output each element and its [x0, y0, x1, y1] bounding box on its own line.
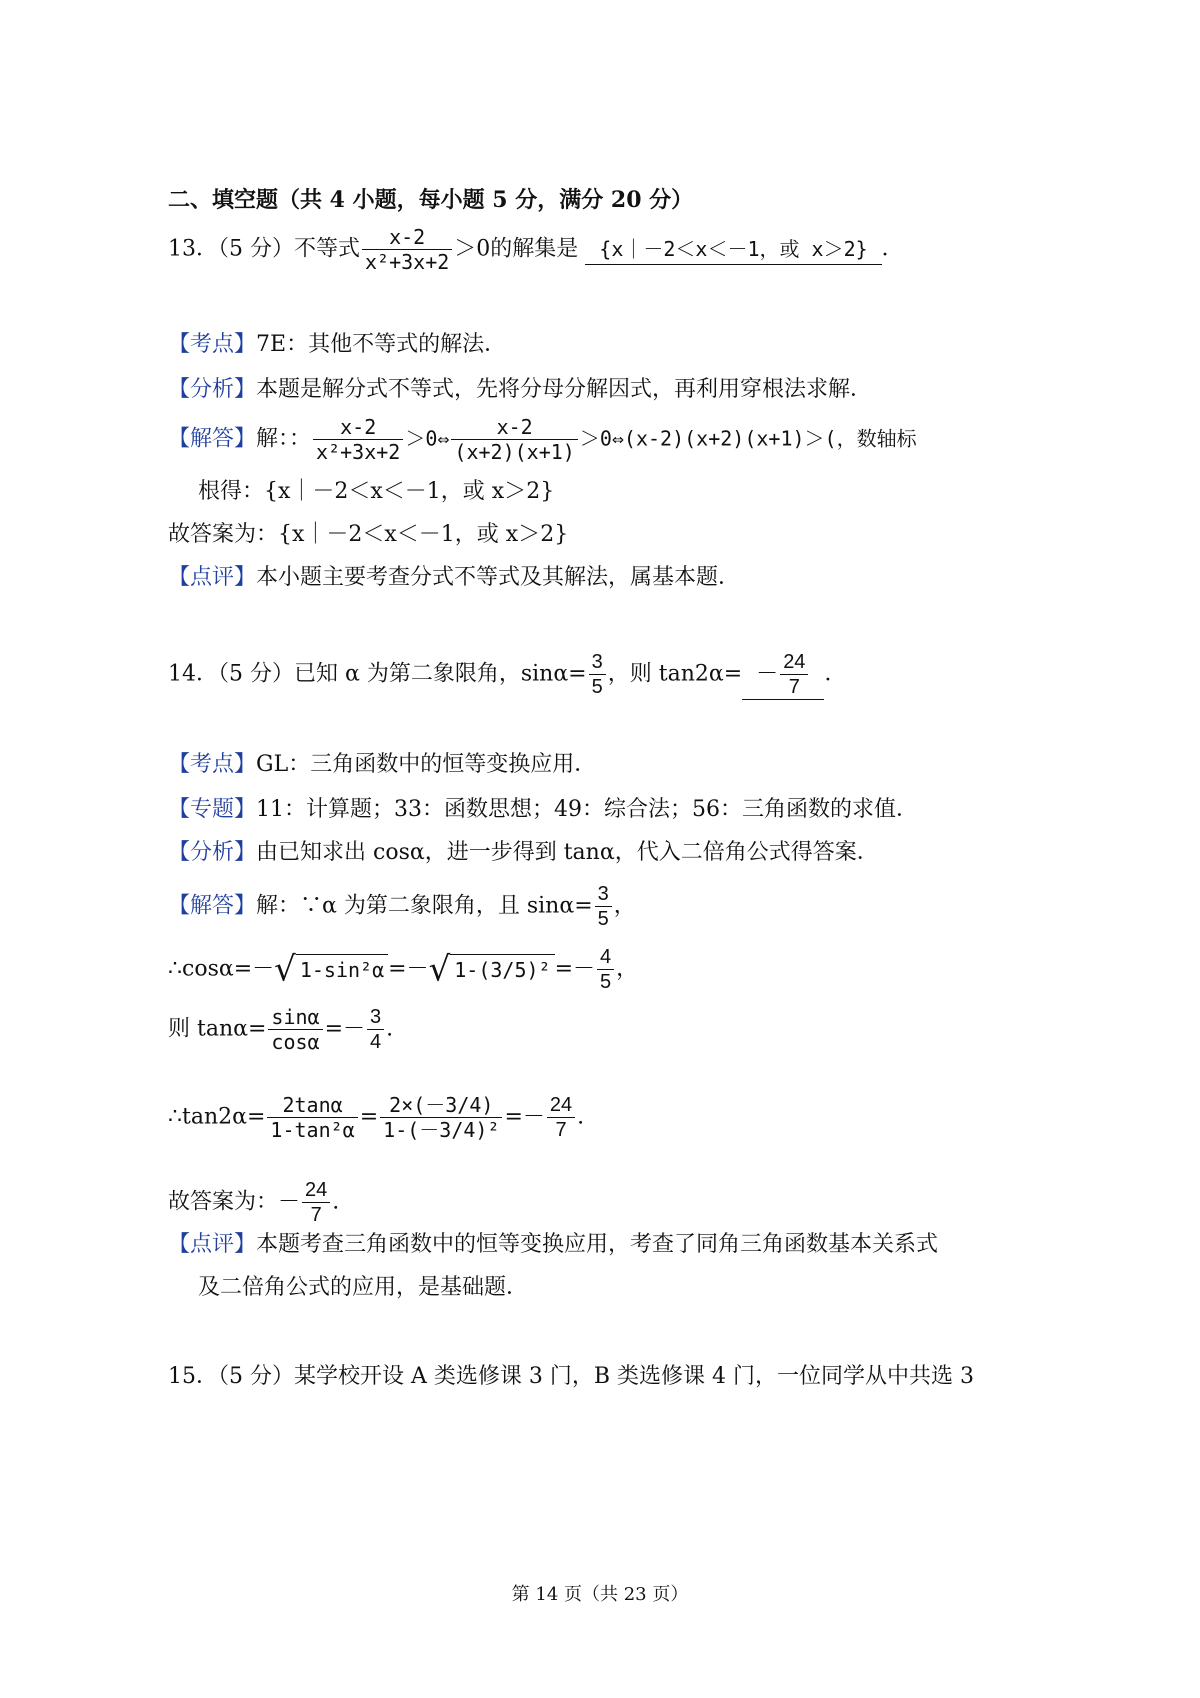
q14-tan-f-num: sinα: [271, 1005, 320, 1029]
q13-answer-line: 故答案为：{x｜－2＜x＜－1，或 x＞2}: [168, 522, 569, 547]
q14-cos-sqrt1: 1-sin²α: [296, 954, 388, 985]
q13-dianping-text: 本小题主要考查分式不等式及其解法，属基本题．: [256, 565, 741, 590]
q14-ans-sign: －: [756, 661, 779, 687]
q13-jieda-a: 解：：: [256, 426, 312, 452]
q14-fenxi: [168, 838, 879, 868]
q14-ans-num: 24: [783, 651, 806, 673]
q14-ans-frac: [780, 650, 808, 699]
q13-jieda-c: ＞0⇔(x-2)(x+2)(x+1)＞(，数轴标: [579, 426, 917, 451]
q14-tan-a: 则 tanα=: [168, 1016, 267, 1042]
q14-answer-end: .: [332, 1189, 340, 1215]
q14-tan2-eq1: =: [359, 1104, 379, 1130]
q14-answer-num: 24: [305, 1179, 328, 1201]
q13-stem-prefix: 13．（5 分）不等式: [168, 236, 360, 262]
page-footer: 第 14 页（共 23 页）: [511, 1584, 689, 1605]
question-15-stem: 15．（5 分）某学校开设 A 类选修课 3 门，B 类选修课 4 门，一位同学从中共选 3: [168, 1364, 974, 1389]
q14-tan2-f2-den: 1-(－3/4)²: [380, 1117, 502, 1142]
q14-tan-value-frac: [367, 1005, 384, 1054]
q14-dianping-tag: 【点评】: [168, 1232, 257, 1257]
q14-stem-b: ，则 tan2α=: [607, 661, 743, 687]
q14-dianping-line2: 及二倍角公式的应用，是基础题．: [198, 1275, 529, 1300]
q13-stem-end: ．: [881, 236, 904, 262]
q14-cos-den: 5: [597, 969, 614, 994]
q13-frac-den: x²+3x+2: [362, 249, 452, 274]
q14-tan2-den: 7: [547, 1117, 575, 1142]
q13-answer-blank: {x｜－2＜x＜－1，或 x＞2}: [585, 234, 881, 265]
question-13-stem: [168, 225, 904, 274]
q14-tan2-value-frac: [547, 1093, 575, 1142]
question-14-stem: [168, 650, 846, 700]
q13-jieda-frac2: [451, 415, 577, 464]
q14-jieda-frac: [595, 882, 612, 931]
q13-dianping-tag: 【点评】: [168, 565, 257, 590]
q14-cos-a: ∴cosα=－: [168, 956, 275, 982]
q14-tan-end: .: [386, 1016, 394, 1042]
q13-fraction: [362, 225, 452, 274]
q13-dianping: [168, 563, 740, 593]
q13-fenxi-text: 本题是解分式不等式，先将分母分解因式，再利用穿根法求解．: [256, 377, 873, 402]
q14-fenxi-text: 由已知求出 cosα，进一步得到 tanα，代入二倍角公式得答案．: [256, 840, 879, 865]
q14-cos-mid: =－: [388, 956, 429, 982]
q14-tan-eq: =－: [324, 1016, 366, 1042]
q14-cos-eq: =－: [554, 956, 595, 982]
q13-frac-num: x-2: [389, 225, 426, 249]
sqrt-icon: √: [274, 949, 296, 990]
q13-fenxi: [168, 375, 872, 405]
q14-fenxi-tag: 【分析】: [168, 840, 257, 865]
q13-jieda-line2: 根得：{x｜－2＜x＜－1，或 x＞2}: [198, 479, 555, 504]
q14-kaodian-text: GL：三角函数中的恒等变换应用．: [256, 752, 597, 777]
q14-kaodian: [168, 750, 596, 780]
q13-jieda-frac2-den: (x+2)(x+1): [451, 439, 577, 464]
q13-jieda: [168, 415, 917, 464]
q14-zhuanti-text: 11：计算题；33：函数思想；49：综合法；56：三角函数的求值．: [256, 797, 918, 822]
q13-kaodian-tag: 【考点】: [168, 332, 257, 357]
q14-tan2-num: 24: [549, 1094, 573, 1116]
q14-sin-num: 3: [591, 651, 603, 673]
q14-jieda-a: 解：∵α 为第二象限角，且 sinα=: [256, 893, 593, 919]
q14-tan-f-den: cosα: [268, 1029, 322, 1054]
q14-tan2-end: .: [577, 1104, 585, 1130]
q14-answer-a: 故答案为：－: [168, 1189, 301, 1215]
q14-kaodian-tag: 【考点】: [168, 752, 257, 777]
q13-jieda-frac1-den: x²+3x+2: [313, 439, 403, 464]
q13-jieda-frac2-num: x-2: [496, 415, 533, 439]
q14-cos-sqrt2: 1-(3/5)²: [450, 954, 554, 985]
q14-cos-end: ，: [616, 956, 639, 982]
q14-jieda-end: ，: [613, 893, 636, 919]
q13-kaodian: [168, 330, 506, 360]
q14-jieda-num: 3: [597, 883, 609, 905]
q14-dianping-text-1: 本题考查三角函数中的恒等变换应用，考查了同角三角函数基本关系式: [256, 1232, 939, 1257]
q14-tan-num: 3: [370, 1006, 382, 1028]
q13-stem-mid: ＞0的解集是: [454, 236, 579, 262]
q14-cos-frac: [597, 945, 614, 994]
q14-ans-den: 7: [780, 674, 808, 699]
q14-tan2-eq2: =－: [504, 1104, 545, 1130]
q14-jieda-tag: 【解答】: [168, 893, 257, 919]
q14-jieda: [168, 882, 636, 931]
q14-cos-line: [168, 945, 638, 994]
q14-answer-line: [168, 1178, 339, 1227]
q14-dianping: [168, 1230, 938, 1260]
q14-tan2-a: ∴tan2α=: [168, 1104, 266, 1130]
q14-tan2-f1-num: 2tanα: [282, 1093, 343, 1117]
q14-tan2-frac1: [267, 1093, 357, 1142]
q14-sin-den: 5: [589, 674, 606, 699]
q13-fenxi-tag: 【分析】: [168, 377, 257, 402]
q13-jieda-frac1: [313, 415, 403, 464]
q14-jieda-den: 5: [595, 906, 612, 931]
q14-sin-frac: [589, 650, 606, 699]
q14-tan-den: 4: [367, 1029, 384, 1054]
q14-stem-end: ．: [824, 661, 847, 687]
q14-tan2-frac2: [380, 1093, 502, 1142]
q13-jieda-b: ＞0⇔: [405, 426, 450, 451]
q14-answer-den: 7: [302, 1202, 330, 1227]
section-title: 二、填空题（共 4 小题，每小题 5 分，满分 20 分）: [168, 187, 694, 213]
q14-zhuanti: [168, 795, 918, 825]
q13-jieda-frac1-num: x-2: [340, 415, 377, 439]
q14-tan2-f2-num: 2×(－3/4): [389, 1093, 494, 1117]
q14-tan2-line: [168, 1093, 584, 1142]
q14-stem-a: 14．（5 分）已知 α 为第二象限角，sinα=: [168, 661, 587, 687]
q13-kaodian-text: 7E：其他不等式的解法．: [256, 332, 507, 357]
sqrt-icon: √: [428, 949, 451, 990]
q14-cos-num: 4: [600, 946, 612, 968]
q14-tan-line: [168, 1005, 393, 1054]
q14-tan2-f1-den: 1-tan²α: [267, 1117, 357, 1142]
q14-tan-frac: [268, 1005, 322, 1054]
q14-zhuanti-tag: 【专题】: [168, 797, 257, 822]
q13-jieda-tag: 【解答】: [168, 426, 257, 452]
q14-answer-frac: [302, 1178, 330, 1227]
q14-answer-blank: [742, 650, 824, 700]
